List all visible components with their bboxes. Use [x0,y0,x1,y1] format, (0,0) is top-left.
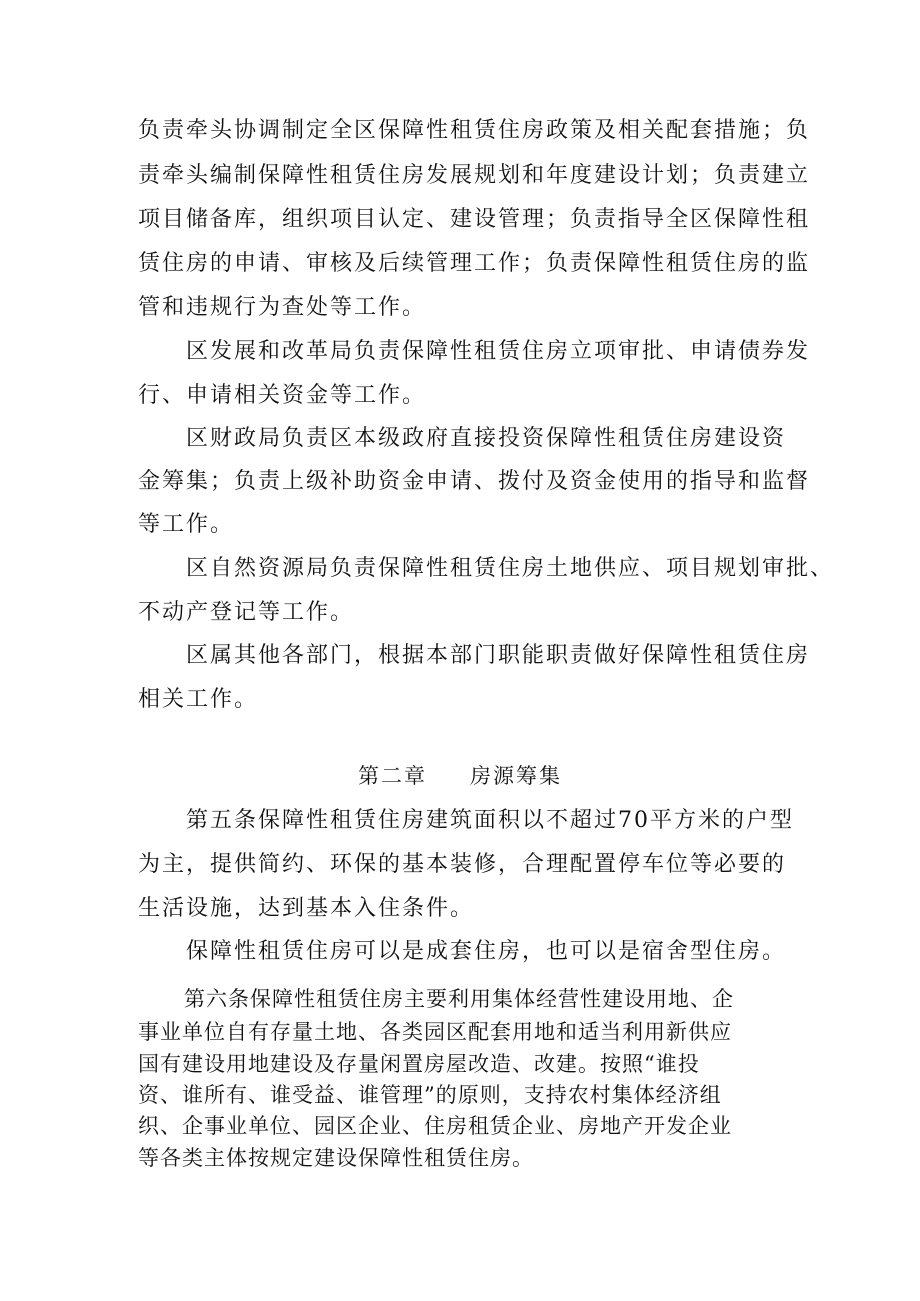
paragraph-line: 项目储备库，组织项目认定、建设管理；负责指导全区保障性租 [138,207,811,232]
paragraph-line: 行、申请相关资金等工作。 [138,383,427,408]
article-line: 第六条保障性租赁住房主要利用集体经营性建设用地、企 [184,987,734,1011]
paragraph-line: 金筹集；负责上级补助资金申请、拨付及资金使用的指导和监督 [138,469,811,494]
article-line: 织、企事业单位、园区企业、住房租赁企业、房地产开发企业 [138,1114,732,1138]
article-line: 为主，提供简约、环保的基本装修，合理配置停车位等必要的 [138,852,787,877]
paragraph-line: 区财政局负责区本级政府直接投资保障性租赁住房建设资 [186,426,787,451]
paragraph-line: 等工作。 [138,512,235,537]
chapter-number: 第二章 [358,764,427,788]
paragraph-line: 管和违规行为查处等工作。 [138,295,427,320]
paragraph-line: 负责牵头协调制定全区保障性租赁住房政策及相关配套措施；负 [138,118,811,143]
paragraph-line: 不动产登记等工作。 [138,600,355,625]
paragraph-line: 区发展和改革局负责保障性租赁住房立项审批、申请债券发 [186,339,811,364]
article-line: 等各类主体按规定建设保障性租赁住房。 [138,1146,534,1170]
article-line: 保障性租赁住房可以是成套住房，也可以是宿舍型住房。 [186,939,787,964]
chapter-title: 房源筹集 [470,764,562,788]
article-line: 第五条保障性租赁住房建筑面积以不超过70平方米的户型 [186,808,794,833]
paragraph-line: 区自然资源局负责保障性租赁住房土地供应、项目规划审批、 [186,556,835,581]
paragraph-line: 相关工作。 [138,687,259,712]
paragraph-line: 责牵头编制保障性租赁住房发展规划和年度建设计划；负责建立 [138,163,811,188]
paragraph-line: 赁住房的申请、审核及后续管理工作；负责保障性租赁住房的监 [138,251,811,276]
article-line: 资、谁所有、谁受益、谁管理”的原则，支持农村集体经济组 [138,1083,722,1107]
article-line: 事业单位自有存量土地、各类园区配套用地和适当利用新供应 [138,1020,732,1044]
article-line: 生活设施，达到基本入住条件。 [138,896,475,921]
paragraph-line: 区属其他各部门，根据本部门职能职责做好保障性租赁住房 [186,643,811,668]
article-line: 国有建设用地建设及存量闲置房屋改造、改建。按照“谁投 [138,1052,700,1076]
